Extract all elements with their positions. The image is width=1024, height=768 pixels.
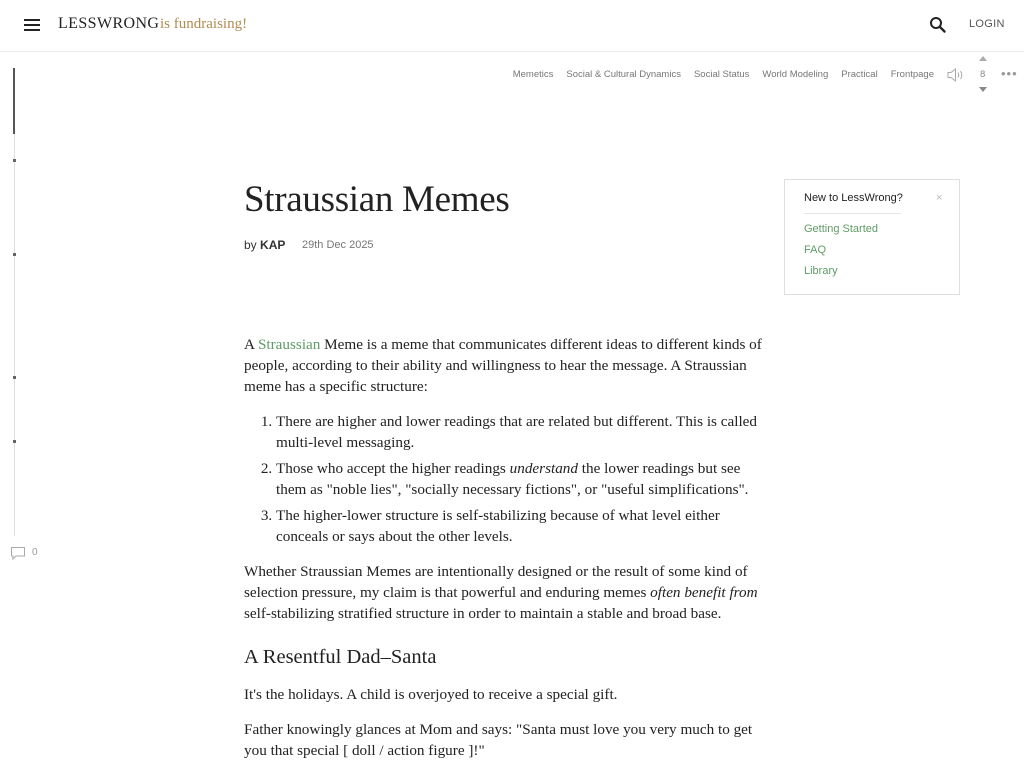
tag-frontpage[interactable]: Frontpage [890,69,934,80]
tag-social-cultural-dynamics[interactable]: Social & Cultural Dynamics [566,69,681,80]
straussian-link[interactable]: Straussian [257,336,321,353]
comment-count[interactable]: 0 [32,547,38,558]
search-icon[interactable] [929,16,947,34]
site-logo[interactable]: LESSWRONG [58,15,160,32]
fundraising-link[interactable]: is fundraising! [160,16,248,32]
speaker-audio-icon[interactable] [946,67,966,83]
karma-score: 8 [980,69,986,80]
welcome-box-title: New to LessWrong? [804,192,903,204]
close-icon[interactable]: × [936,192,943,204]
post-body [244,334,764,768]
upvote-arrow-icon[interactable] [979,56,987,61]
paragraph: Whether Straussian Memes are intentionally designed or the result of some kind of selection pressure, my claim is that powerful and enduring memes often benefit from self-stabilizing stratified structure in order to maintain a stable and broad base. [244,563,758,622]
section-heading: A Resentful Dad–Santa [244,646,437,668]
byline [244,238,285,252]
top-header [0,0,1024,52]
paragraph: A Straussian Meme is a meme that communicates different ideas to different kinds of people, according to their ability and willingness to hear the message. A Straussian meme has a specific structure: [244,336,762,395]
list-item: 2. Those who accept the higher readings understand the lower readings but see them as "noble lies", "socially necessary fictions", or "useful simplifications". [276,458,764,500]
comment-bubble-icon[interactable] [10,546,26,561]
toc-section-marker[interactable] [13,253,16,256]
author-link[interactable]: KAP [260,238,286,252]
tag-world-modeling[interactable]: World Modeling [762,69,829,80]
hamburger-menu-icon[interactable] [24,19,40,31]
login-button[interactable]: LOGIN [969,18,1005,30]
toc-section-marker[interactable] [13,159,16,162]
toc-section-marker[interactable] [13,376,16,379]
library-link[interactable]: Library [804,265,838,277]
reading-progress-indicator [13,68,15,134]
getting-started-link[interactable]: Getting Started [804,223,878,235]
tag-social-status[interactable]: Social Status [693,69,750,80]
post-date: 29th Dec 2025 [302,239,374,251]
more-options-icon[interactable]: ••• [1001,66,1018,81]
paragraph: Father knowingly glances at Mom and says: "Santa must love you very much to get you that special [ doll / action figure ]!" [244,721,753,759]
list-item: 1. There are higher and lower readings that are related but different. This is called multi-level messaging. [276,411,764,453]
paragraph: It's the holidays. A child is overjoyed to receive a special gift. [244,686,618,703]
toc-section-marker[interactable] [13,440,16,443]
new-to-lesswrong-box [784,179,960,295]
divider [804,213,901,214]
table-of-contents-rail[interactable] [14,68,15,536]
post-tags [513,69,934,80]
tag-memetics[interactable]: Memetics [512,69,554,80]
downvote-arrow-icon[interactable] [979,87,987,92]
faq-link[interactable]: FAQ [804,244,827,256]
post-title: Straussian Memes [244,179,510,220]
list-item: 3. The higher-lower structure is self-stabilizing because of what level either conceals or says about the other levels. [276,505,764,547]
tag-practical[interactable]: Practical [841,69,878,80]
structure-list [276,411,764,547]
by-label: by [244,238,257,252]
